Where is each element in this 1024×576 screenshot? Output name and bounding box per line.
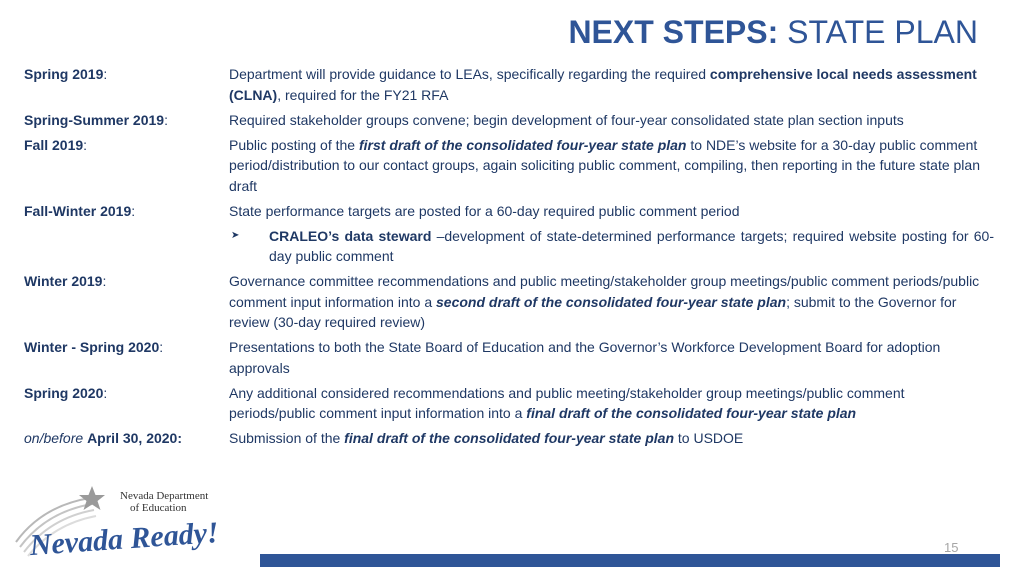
sub-bullet: ➤ CRALEO’s data steward –development of state-determined performance targets; required website posting for 60-day public comment: [229, 226, 994, 267]
logo-script: Nevada Ready!: [28, 515, 220, 563]
row-description: Department will provide guidance to LEAs, specifically regarding the required comprehensive local needs assessment (CLNA), required for the FY21 RFA: [229, 66, 977, 103]
arrowhead-bullet-icon: ➤: [231, 229, 240, 241]
row-label: Fall 2019:: [24, 136, 88, 153]
logo-org-line1: Nevada Department: [120, 490, 209, 502]
row-description: Required stakeholder groups convene; begin development of four-year consolidated state plan section inputs: [229, 111, 904, 128]
slide-title: [568, 14, 978, 51]
row-description: Governance committee recommendations and public meeting/stakeholder group meetings/public comment periods/public comment input information into a second draft of the consolidated four-year state plan; submit to the Governor for review (30-day required review): [229, 273, 980, 330]
page-number: 15: [944, 540, 959, 555]
timeline-row-april-30-2020: [24, 428, 994, 449]
row-label: Spring-Summer 2019:: [24, 111, 168, 128]
title-rest: STATE PLAN: [787, 14, 978, 50]
row-description: Public posting of the first draft of the consolidated four-year state plan to NDE’s website for a 30-day public comment period/distribution to our contact groups, again soliciting public comment, compiling, then reporting in the future state plan draft: [229, 136, 980, 194]
timeline-row-winter-2019: [24, 271, 994, 333]
timeline-row-spring-summer-2019: [24, 110, 994, 131]
nevada-ready-logo: [12, 484, 252, 570]
timeline-list: [24, 64, 994, 453]
row-description: Any additional considered recommendations and public meeting/stakeholder group meetings/public comment periods/public comment input information into a final draft of the consolidated four-year state plan: [229, 384, 905, 421]
row-label: on/before April 30, 2020:: [24, 430, 182, 446]
timeline-row-fall-2019: [24, 135, 994, 197]
footer-bar: [260, 554, 1000, 567]
row-label: Winter 2019:: [24, 273, 107, 289]
row-label: Winter - Spring 2020:: [24, 339, 164, 355]
row-description: Submission of the final draft of the consolidated four-year state plan to USDOE: [229, 430, 744, 446]
timeline-row-spring-2020: [24, 383, 994, 424]
row-description: Presentations to both the State Board of Education and the Governor’s Workforce Development Board for adoption approvals: [229, 339, 941, 376]
row-label: Spring 2019:: [24, 66, 108, 82]
row-description: State performance targets are posted for a 60-day required public comment period ➤ CRALEO’s data steward –development of state-determined performance targets; required website posting for 60-day public comment: [229, 201, 994, 267]
logo-org-line2: of Education: [130, 502, 187, 514]
timeline-row-fall-winter-2019: [24, 201, 994, 267]
timeline-row-winter-spring-2020: [24, 337, 994, 378]
timeline-row-spring-2019: [24, 64, 994, 105]
row-label: Spring 2020:: [24, 384, 108, 401]
row-label: Fall-Winter 2019:: [24, 202, 136, 219]
title-bold: NEXT STEPS:: [568, 14, 779, 50]
